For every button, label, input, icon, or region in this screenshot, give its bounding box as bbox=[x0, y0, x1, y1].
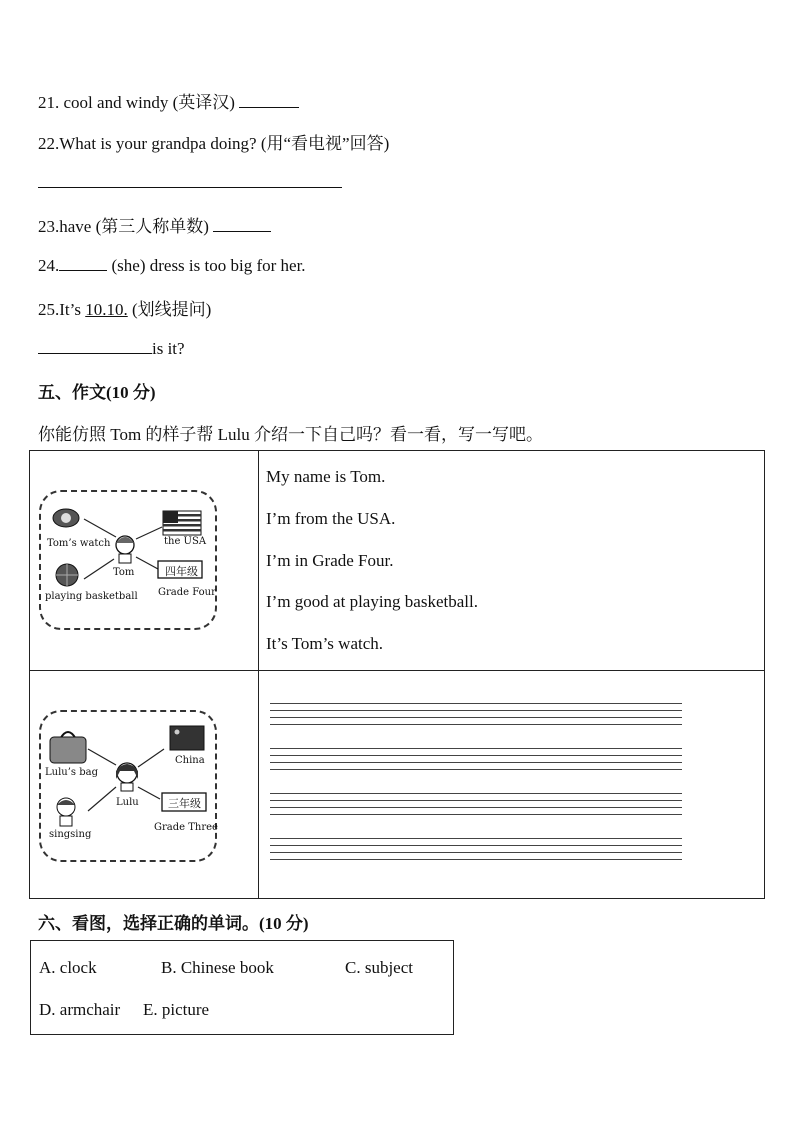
china-flag-icon bbox=[170, 726, 204, 750]
bag-icon bbox=[50, 732, 86, 763]
answer-line-22[interactable] bbox=[38, 187, 342, 188]
writing-lines-2[interactable] bbox=[270, 748, 682, 776]
tom-diagram bbox=[30, 451, 258, 670]
option-c: C. subject bbox=[345, 958, 413, 977]
word-options-box bbox=[30, 940, 454, 1035]
writing-lines-3[interactable] bbox=[270, 793, 682, 821]
answer-blank-21[interactable] bbox=[239, 91, 299, 108]
lulu-avatar-icon bbox=[116, 763, 138, 791]
tom-sentences-cell: My name is Tom. I’m from the USA. I’m in Grade Four. I’m good at playing basketball. It’s Tom’s watch. bbox=[259, 451, 765, 671]
writing-area-cell[interactable] bbox=[259, 671, 765, 899]
section-5-heading: 五、作文(10 分) bbox=[38, 383, 156, 402]
tom-avatar-icon bbox=[116, 536, 134, 563]
basketball-icon bbox=[56, 564, 78, 586]
watch-icon bbox=[53, 509, 79, 527]
writing-lines-4[interactable] bbox=[270, 838, 682, 866]
composition-table bbox=[29, 450, 765, 899]
section-6-heading: 六、看图，选择正确的单词。(10 分) bbox=[38, 914, 309, 933]
answer-blank-25[interactable] bbox=[38, 337, 152, 354]
option-d: D. armchair bbox=[39, 1000, 121, 1019]
usa-flag-icon bbox=[163, 511, 201, 535]
option-a: A. clock bbox=[39, 958, 97, 977]
option-b: B. Chinese book bbox=[161, 958, 274, 977]
question-21: 21. cool and windy (英译汉) bbox=[38, 88, 299, 113]
section-5-instruction: 你能仿照 Tom 的样子帮 Lulu 介绍一下自己吗？看一看，写一写吧。 bbox=[38, 425, 544, 444]
lulu-diagram bbox=[30, 671, 258, 898]
answer-25: is it? bbox=[38, 337, 185, 359]
underlined-time: 10.10. bbox=[85, 300, 128, 319]
writing-lines-1[interactable] bbox=[270, 703, 682, 731]
answer-blank-24[interactable] bbox=[59, 254, 107, 271]
question-25: 25.It’s 10.10. (划线提问) bbox=[38, 300, 212, 319]
singing-girl-icon bbox=[57, 798, 75, 826]
option-e: E. picture bbox=[143, 1000, 210, 1019]
question-22: 22.What is your grandpa doing? (用“看电视”回答) bbox=[38, 134, 390, 153]
answer-blank-23[interactable] bbox=[213, 215, 271, 232]
question-23: 23.have (第三人称单数) bbox=[38, 212, 271, 237]
lulu-picture-cell: Lulu’s bag China Lulu 三年级 singsing Grade Three bbox=[30, 671, 259, 899]
tom-picture-cell: Tom’s watch the USA Tom 四年级 playing basketball Grade Four bbox=[30, 451, 259, 671]
question-24: 24. (she) dress is too big for her. bbox=[38, 256, 306, 275]
